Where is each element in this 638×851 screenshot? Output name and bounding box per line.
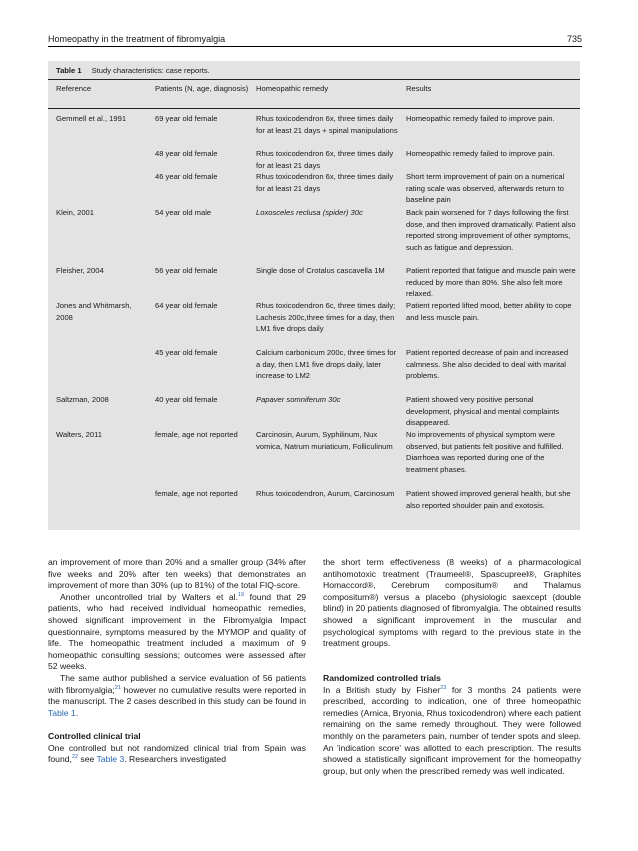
table-cell-results: Short term improvement of pain on a numerical rating scale was observed, afterwards return to baseline pain xyxy=(406,172,565,205)
table-cell-results: Patient reported that fatigue and muscle pain were reduced by more than 80%. She also felt more relaxed. xyxy=(406,266,576,299)
table-cell-reference: Saltzman, 2008 xyxy=(56,395,109,404)
spacer xyxy=(48,719,306,731)
left-column xyxy=(48,557,306,766)
section-heading: Controlled clinical trial xyxy=(48,730,141,741)
table-caption xyxy=(56,66,210,75)
paragraph xyxy=(323,685,581,778)
text-run: for 3 months 24 patients were prescribed, according to indication, one of three homeopathic remedies (Arnica, Bryonia, Rhus toxicodendron) where each patient remaining on the same remedy throughout. They were followed monthly on the parameters pain, number of tender spots and sleep. An 'indication score' was allotted to each prescription. The results showed a statistically significant improvement for the homeopathy group, but only when the prescribed remedy was well indicated. xyxy=(323,684,581,776)
table-cell-patients: 45 year old female xyxy=(155,348,218,357)
table-cell-results: Patient reported decrease of pain and increased calmness. She also decided to deal with marital problems. xyxy=(406,348,569,381)
header-reference: Reference xyxy=(56,84,92,93)
paragraph xyxy=(48,743,306,766)
table-cell-remedy: Rhus toxicodendron 6x, three times daily for at least 21 days xyxy=(256,149,394,170)
spacer xyxy=(323,650,581,662)
table-cell-patients: 69 year old female xyxy=(155,114,218,123)
text-run: however no cumulative results were reported in the manuscript. The 2 cases described in this study can be found in xyxy=(48,684,306,707)
table-cell-remedy: Rhus toxicodendron 6x, three times daily for at least 21 days xyxy=(256,172,394,193)
table-cell-reference: Fleisher, 2004 xyxy=(56,266,104,275)
text-run: The same author published a service evaluation of 56 patients with fibromyalgia; xyxy=(48,672,306,695)
table-cell-patients: 56 year old female xyxy=(155,266,218,275)
table-cell-results: Patient showed very positive personal development, physical and mental complaints disappeared. xyxy=(406,395,560,428)
table-cell-results: Back pain worsened for 7 days following the first dose, and then improved dramatically. Patient also reported strong improvement of other symptoms, such as fatigue and depression. xyxy=(406,208,576,252)
table-cell-remedy: Rhus toxicodendron 6x, three times daily for at least 21 days + spinal manipulations xyxy=(256,114,398,135)
citation-link[interactable]: 22 xyxy=(71,754,79,761)
paragraph: the short term effectiveness (8 weeks) of a pharmacological antihomotoxic treatment (Traumeel®, Spascupreel®, Graphites Homaccord®, Cerebrum compositum® and Thalamus compositum®) versus a placebo (physiologic saexcept (double blind) in 20 patients diagnosed of fibromyalgia. The obtained results showed a significant improvement in the muscular and psychological symptoms with regard to the previous state in the treatment groups. xyxy=(323,557,581,649)
table-cell-reference: Jones and Whitmarsh, 2008 xyxy=(56,301,132,322)
spacer xyxy=(323,661,581,673)
citation-link[interactable]: 23 xyxy=(440,684,447,691)
table-cell-remedy: Carcinosin, Aurum, Syphilinum, Nux vomica, Natrum muriaticum, Folliculinum xyxy=(256,430,393,451)
paragraph xyxy=(48,673,306,719)
page-number: 735 xyxy=(566,34,582,44)
text-run: In a British study by Fisher xyxy=(323,684,441,695)
text-run: One controlled but not randomized clinical trial from Spain was found, xyxy=(48,742,306,765)
table-cell-reference: Klein, 2001 xyxy=(56,208,94,217)
remedy-species: Papaver somniferum 30c xyxy=(256,395,341,404)
table-cell-patients: 46 year old female xyxy=(155,172,218,181)
paragraph: an improvement of more than 20% and a smaller group (34% after five weeks and 20% after ten weeks) that demonstrates an improvement of more than 30% (up to 81%) of the total FIQ-score. xyxy=(48,557,306,591)
table-caption-text: Study characteristics: case reports. xyxy=(91,66,210,75)
table-cell-patients: 54 year old male xyxy=(155,208,212,217)
table-cell-patients: 64 year old female xyxy=(155,301,218,310)
citation-link[interactable]: 19 xyxy=(237,591,245,598)
table-cell-remedy: Rhus toxicodendron, Aurum, Carcinosum xyxy=(256,489,395,498)
table-header-rule xyxy=(48,108,580,109)
table-cell-results: Homeopathic remedy failed to improve pain. xyxy=(406,149,555,158)
table-cell-remedy xyxy=(256,394,398,406)
table-1-link[interactable]: Table 1 xyxy=(48,707,76,718)
table-cell-remedy xyxy=(256,207,398,219)
table-cell-results: Patient showed improved general health, but she also reported shoulder pain and exotosis. xyxy=(406,489,571,510)
table-cell-remedy: Rhus toxicodendron 6c, three times daily; Lachesis 200c,three times for a day, then LM1 five drops daily xyxy=(256,301,396,334)
table-cell-remedy: Calcium carbonicum 200c, three times for a day, then LM1 five drops daily, later increase to LM2 xyxy=(256,348,397,381)
table-cell-results: Homeopathic remedy failed to improve pain. xyxy=(406,114,555,123)
table-cell-patients: female, age not reported xyxy=(155,489,238,498)
table-cell-reference: Gemmell et al., 1991 xyxy=(56,114,127,123)
section-heading: Randomized controlled trials xyxy=(323,672,441,683)
table-label: Table 1 xyxy=(56,66,82,75)
header-results: Results xyxy=(406,84,432,93)
table-cell-patients: 40 year old female xyxy=(155,395,218,404)
text-run: . xyxy=(75,707,79,718)
table-1 xyxy=(48,61,580,530)
header-remedy: Homeopathic remedy xyxy=(256,84,329,93)
table-top-rule xyxy=(48,79,580,80)
table-cell-patients: female, age not reported xyxy=(155,430,238,439)
table-cell-patients: 48 year old female xyxy=(155,149,218,158)
running-head xyxy=(48,34,582,47)
remedy-species: Loxosceles reclusa (spider) 30c xyxy=(256,208,363,217)
text-run: Another uncontrolled trial by Walters et al. xyxy=(60,591,238,602)
text-run: . Researchers investigated xyxy=(124,754,226,765)
text-run: found that 29 patients, who had received individual homeopathic remedies, showed significant improvement in the Fibromyalgia Impact questionnaire, symptoms measured by the MYMOP and quality of life. The homeopathic treatment included a maximum of 9 homeopathic consulting sessions; outcomes were assessed after 52 weeks. xyxy=(48,591,306,672)
text-run: see xyxy=(78,754,97,765)
paragraph xyxy=(48,592,306,673)
table-cell-reference: Walters, 2011 xyxy=(56,430,103,439)
journal-title: Homeopathy in the treatment of fibromyalgia xyxy=(48,34,226,44)
table-cell-remedy: Single dose of Crotalus cascavella 1M xyxy=(256,266,385,275)
table-cell-results: No improvements of physical symptom were observed, but patients felt positive and fulfilled. Diarrhoea was reported during one of the treatment phases. xyxy=(406,430,564,474)
table-cell-results: Patient reported lifted mood, better ability to cope and less muscle pain. xyxy=(406,301,572,322)
table-3-link[interactable]: Table 3 xyxy=(96,754,125,765)
right-column xyxy=(323,557,581,777)
header-patients: Patients (N, age, diagnosis) xyxy=(155,84,249,93)
citation-link[interactable]: 21 xyxy=(114,684,121,691)
